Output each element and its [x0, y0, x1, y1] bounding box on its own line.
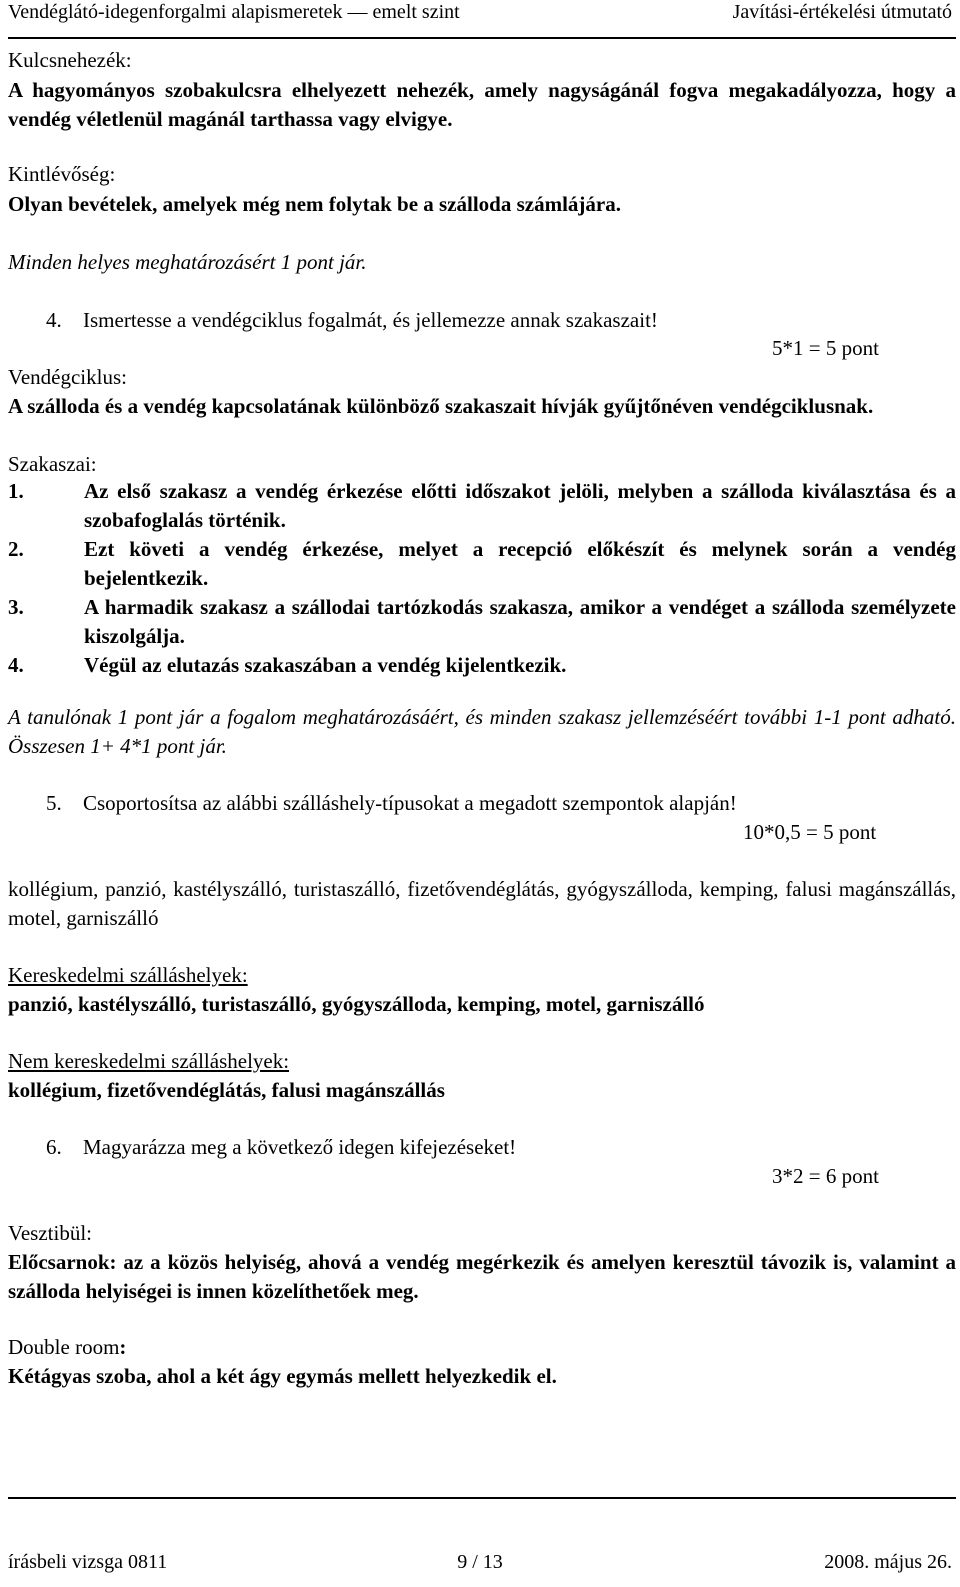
- phase-item: [8, 651, 956, 680]
- answer-kulcsnehezek: A hagyományos szobakulcsra elhelyezett nehezék, amely nagyságánál fogva megakadályozza, hogy a vendég véletlenül magánál tarthassa vagy elvigye.: [8, 78, 956, 131]
- phase-number: 2.: [8, 537, 24, 561]
- commercial-label: Kereskedelmi szálláshelyek:: [8, 963, 248, 987]
- question-4-points: 5*1 = 5 pont: [772, 336, 879, 360]
- phase-text: Ezt követi a vendég érkezése, melyet a recepció előkészít és melynek során a vendég bejelentkezik.: [84, 537, 956, 590]
- phase-text: Végül az elutazás szakaszában a vendég kijelentkezik.: [84, 653, 567, 677]
- phase-item: [8, 535, 956, 593]
- question-6-text: Magyarázza meg a következő idegen kifejezéseket!: [83, 1135, 517, 1159]
- phase-item: [8, 593, 956, 651]
- question-6-number: 6.: [46, 1135, 62, 1159]
- accommodation-list: kollégium, panzió, kastélyszálló, turistaszálló, fizetővendéglátás, gyógyszálloda, kemping, falusi magánszállás, motel, garniszálló: [8, 877, 956, 930]
- header-subtitle: Javítási-értékelési útmutató: [732, 1, 952, 23]
- question-5-number: 5.: [46, 791, 62, 815]
- phase-text: A harmadik szakasz a szállodai tartózkodás szakasza, amikor a vendéget a szálloda személyzete kiszolgálja.: [84, 595, 956, 648]
- noncommercial-answer: kollégium, fizetővendéglátás, falusi magánszállás: [8, 1078, 445, 1102]
- question-6-points: 3*2 = 6 pont: [772, 1164, 879, 1188]
- answer-double-room: Kétágyas szoba, ahol a két ágy egymás mellett helyezkedik el.: [8, 1364, 557, 1388]
- term-double-room-colon: :: [119, 1335, 127, 1359]
- question-5-text: Csoportosítsa az alábbi szálláshely-típusokat a megadott szempontok alapján!: [83, 791, 737, 815]
- footer-rule: [8, 1497, 956, 1499]
- footer-exam-code: írásbeli vizsga 0811: [8, 1551, 168, 1573]
- answer-kintlevoseg: Olyan bevételek, amelyek még nem folytak be a szálloda számlájára.: [8, 192, 621, 216]
- phase-number: 3.: [8, 595, 24, 619]
- term-kintlevoseg: Kintlévőség:: [8, 162, 116, 186]
- noncommercial-label: Nem kereskedelmi szálláshelyek:: [8, 1049, 290, 1073]
- question-5-points: 10*0,5 = 5 pont: [743, 820, 877, 844]
- term-vesztibul: Vesztibül:: [8, 1221, 92, 1245]
- phase-text: Az első szakasz a vendég érkezése előtti időszakot jelöli, melyben a szálloda kiválasztása és a szobafoglalás történik.: [84, 479, 956, 532]
- commercial-answer: panzió, kastélyszálló, turistaszálló, gyógyszálloda, kemping, motel, garniszálló: [8, 992, 705, 1016]
- phases-label: Szakaszai:: [8, 452, 97, 476]
- scoring-note-q3: Minden helyes meghatározásért 1 pont jár.: [8, 250, 367, 274]
- footer-date: 2008. május 26.: [824, 1551, 952, 1573]
- definition-vendegciklus: A szálloda és a vendég kapcsolatának különböző szakaszait hívják gyűjtőnéven vendégciklusnak.: [8, 394, 874, 418]
- footer-page-number: 9 / 13: [457, 1551, 503, 1573]
- scoring-note-q4: A tanulónak 1 pont jár a fogalom meghatározásáért, és minden szakasz jellemzéséért további 1-1 pont adható. Összesen 1+ 4*1 pont jár.: [8, 705, 956, 758]
- phase-number: 1.: [8, 479, 24, 503]
- answer-vesztibul: Előcsarnok: az a közös helyiség, ahová a vendég megérkezik és amelyen keresztül távozik is, valamint a szálloda helyiségei is innen közelíthetőek meg.: [8, 1250, 956, 1303]
- phase-item: [8, 477, 956, 535]
- term-kulcsnehezek: Kulcsnehezék:: [8, 48, 132, 72]
- header-title: Vendéglátó-idegenforgalmi alapismeretek — emelt szint: [8, 1, 460, 23]
- question-4-text: Ismertesse a vendégciklus fogalmát, és jellemezze annak szakaszait!: [83, 308, 658, 332]
- term-vendegciklus: Vendégciklus:: [8, 365, 127, 389]
- phase-number: 4.: [8, 653, 24, 677]
- header-rule: [8, 37, 956, 39]
- term-double-room: Double room: [8, 1335, 120, 1359]
- phases-list: [8, 477, 956, 680]
- question-4-number: 4.: [46, 308, 62, 332]
